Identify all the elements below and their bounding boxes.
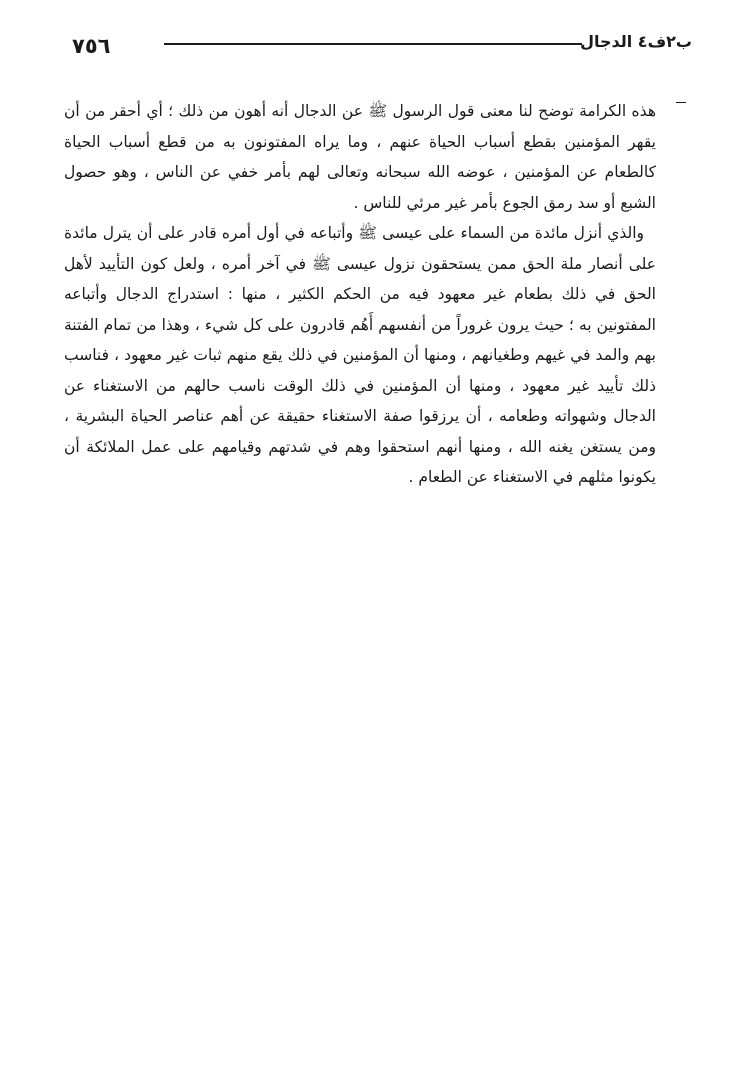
page-number: ٧٥٦ — [72, 34, 111, 58]
header-rule — [164, 43, 582, 45]
body-text — [64, 96, 656, 493]
paragraph: والذي أنزل مائدة من السماء على عيسى ﷺ وأتباعه في أول أمره قادر على أن يترل مائدة على أنصار ملة الحق ممن يستحقون نزول عيسى ﷺ في آخر أمره ، ولعل كون التأييد لأهل الحق في ذلك بطعام غير معهود فيه من الحكم الكثير ، منها : استدراج الدجال وأتباعه المفتونين به ؛ حيث يرون غروراً من أنفسهم أَهُم قادرون على كل شيء ، وهذا من تمام الفتنة بهم والمد في غيهم وطغيانهم ، ومنها أن المؤمنين في ذلك يقع منهم ثبات غير معهود ، فناسب ذلك تأييد غير معهود ، ومنها أن المؤمنين في ذلك الوقت ناسب حالهم من الاستغناء عن الدجال وشهواته وطعامه ، أن يرزقوا صفة الاستغناء حقيقة عن أهم عناصر الحياة البشرية ، ومن يستغن يغنه الله ، ومنها أنهم استحقوا وهم في شدتهم وقيامهم على عمل الملائكة أن يكونوا مثلهم في الاستغناء عن الطعام . — [64, 224, 656, 486]
paragraph-dash-marker — [676, 102, 686, 103]
paragraph: هذه الكرامة توضح لنا معنى قول الرسول ﷺ عن الدجال أنه أهون من ذلك ؛ أي أحقر من أن يقهر المؤمنين بقطع أسباب الحياة عنهم ، وما يراه المفتونون به من قطع أسباب الحياة كالطعام عن المؤمنين ، عوضه الله سبحانه وتعالى لهم بأمر خفي عن الناس ، وهو حصول الشبع أو سد رمق الجوع بأمر غير مرئي للناس . — [64, 102, 656, 212]
page-header — [72, 32, 692, 60]
running-title: ب٢ف٤ الدجال — [580, 32, 692, 51]
